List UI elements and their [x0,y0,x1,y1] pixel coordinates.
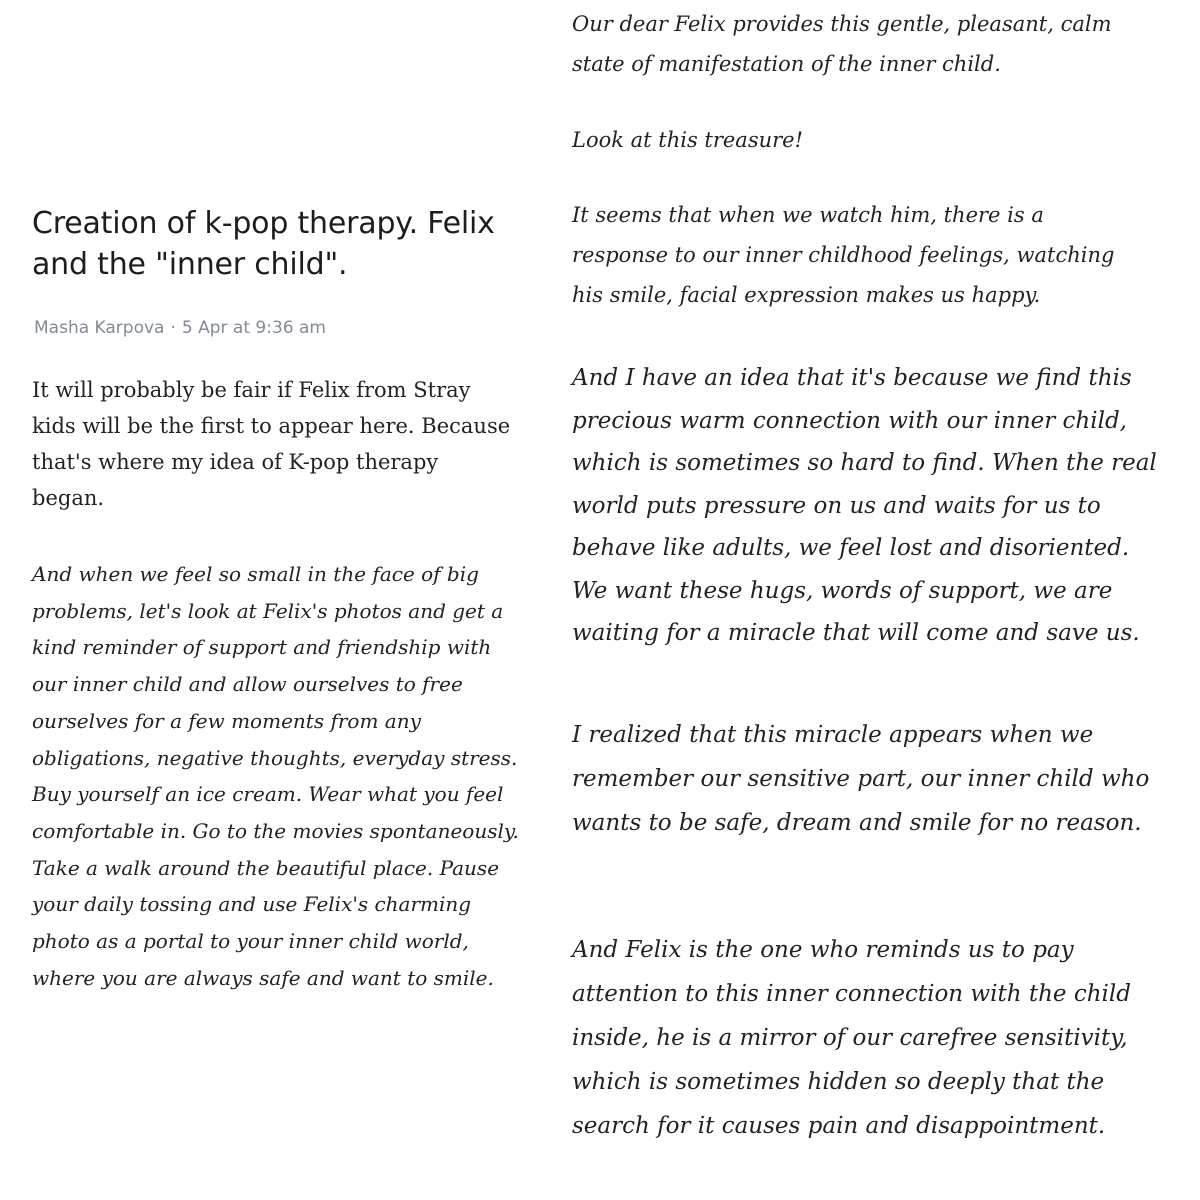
article-title: Creation of k-pop therapy. Felix and the "inner child". [32,206,495,282]
paragraph-right-1: Our dear Felix provides this gentle, pleasant, calm state of manifestation of the inner child. [572,12,1112,76]
paragraph-right-4: And I have an idea that it's because we find this precious warm connection with our inner child, which is sometimes so hard to find. When the real world puts pressure on us and waits for us to behave like adults, we feel lost and disoriented. We want these hugs, words of support, we are waiting for a miracle that will come and save us. [572,365,1157,646]
post-date[interactable]: 5 Apr at 9:36 am [181,318,326,338]
meta-separator: · [170,318,176,338]
paragraph-right-2: Look at this treasure! [572,128,804,152]
italic-paragraph-left: And when we feel so small in the face of big problems, let's look at Felix's photos and get a kind reminder of support and friendship with our inner child and allow ourselves to free ourselves for a few moments from any obligations, negative thoughts, everyday stress. Buy yourself an ice cream. Wear what you feel comfortable in. Go to the movies spontaneously. Take a walk around the beautiful place. Pause your daily tossing and use Felix's charming photo as a portal to your inner child world, where you are always safe and want to smile. [32,562,519,990]
intro-paragraph: It will probably be fair if Felix from Stray kids will be the first to appear here. Because that's where my idea of K-pop therapy began. [32,378,511,510]
paragraph-right-3: It seems that when we watch him, there is a response to our inner childhood feelings, watching his smile, facial expression makes us happy. [572,203,1115,307]
article-meta [34,317,524,339]
paragraph-right-5: I realized that this miracle appears when we remember our sensitive part, our inner child who wants to be safe, dream and smile for no reason. [572,722,1150,836]
paragraph-right-6: And Felix is the one who reminds us to pay attention to this inner connection with the child inside, he is a mirror of our carefree sensitivity, which is sometimes hidden so deeply that the search for it causes pain and disappointment. [572,937,1131,1139]
author-name[interactable]: Masha Karpova [34,318,165,338]
